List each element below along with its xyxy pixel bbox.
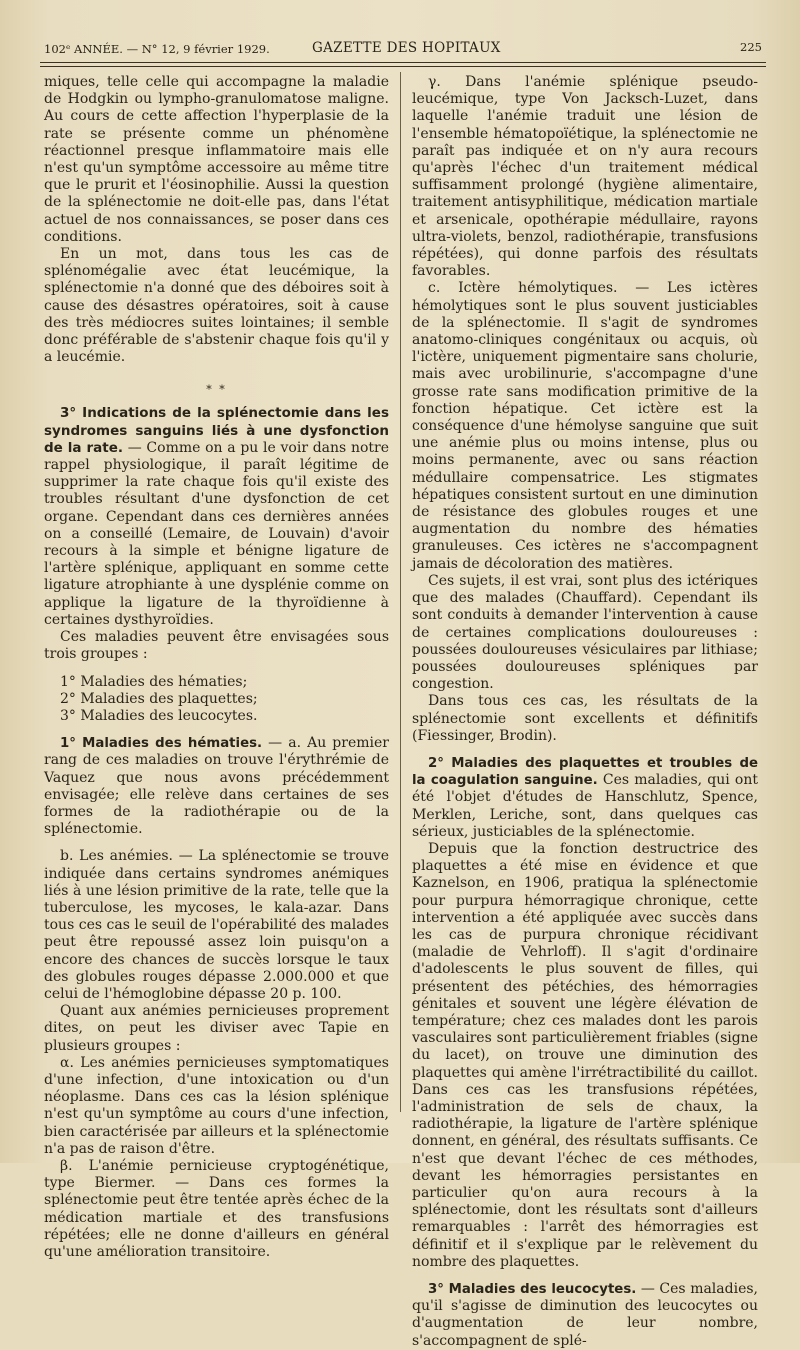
paragraph-groups: Ces maladies peuvent être envisagées sous trois groupes : bbox=[44, 629, 389, 663]
left-column bbox=[44, 74, 389, 1261]
paragraph-sujets: Ces sujets, il est vrai, sont plus des ictériques que des malades (Chauffard). Cependant ils sont conduits à demander l'intervention à cause de certaines complications douloureuses : poussées douloureuses vésiculaires par lithiase; poussées douloureuses spléniques par congestion. bbox=[412, 572, 758, 693]
hematies-paragraph bbox=[44, 735, 389, 838]
paragraph-anemies: b. Les anémies. — La splénectomie se trouve indiquée dans certains syndromes anémiques liés à une lésion primitive de la rate, telle que la tuberculose, les mycoses, le kala-azar. Dans tous ces cas le seuil de l'opérabilité des malades peut être repoussé assez loin puisqu'on a encore des chances de succès lorsque le taux des globules rouges dépasse 2.000.000 et que celui de l'hémoglobine dépasse 20 p. 100. bbox=[44, 848, 389, 1002]
plaquettes-paragraph bbox=[412, 755, 758, 841]
leucocytes-heading: 3° Maladies des leucocytes. bbox=[428, 1282, 637, 1298]
group-list bbox=[44, 674, 389, 726]
list-item: 2° Maladies des plaquettes; bbox=[60, 690, 258, 707]
column-divider bbox=[400, 72, 401, 1112]
header-rule bbox=[40, 62, 766, 63]
paragraph-leucemie: En un mot, dans tous les cas de splénomégalie avec état leucémique, la splénectomie n'a donné que des déboires soit à cause des désastres opératoires, soit à cause des très médiocres suites lointaines; il semble donc préférable de s'abstenir chaque fois qu'il y a leucémie. bbox=[44, 246, 389, 366]
list-item: 3° Maladies des leucocytes. bbox=[60, 707, 258, 724]
right-column bbox=[412, 74, 758, 1350]
leucocytes-body: — Ces maladies, qu'il s'agisse de diminution des leucocytes ou d'augmentation de leur nombre, s'accompagnent de splé- bbox=[412, 1281, 758, 1349]
page-number: 225 bbox=[740, 40, 762, 54]
section3-body: — Comme on a pu le voir dans notre rappel physiologique, il paraît légitime de supprimer la rate chaque fois qu'il existe des troubles résultant d'une dysfonction de cet organe. Cependant dans ces dernières années on a conseillé (Lemaire, de Louvain) d'avoir recours à la simple et bénigne ligature de l'artère splénique, appliquant en somme cette ligature atrophiante à une dysplénie comme on applique la ligature de la thyroïdienne à certaines dysthyroïdies. bbox=[44, 439, 389, 628]
plaquettes-body: Ces maladies, qui ont été l'objet d'études de Hanschlutz, Spence, Merklen, Leriche, sont, dans quelques cas sérieux, justiciables de la splénectomie. bbox=[412, 772, 758, 840]
paragraph-tous-cas: Dans tous ces cas, les résultats de la splénectomie sont excellents et définitifs (Fiessinger, Brodin). bbox=[412, 693, 758, 744]
page-header bbox=[44, 38, 762, 60]
paragraph-ictere: c. Ictère hémolytiques. — Les ictères hémolytiques sont le plus souvent justiciables de la splénectomie. Il s'agit de syndromes anatomo-cliniques congénitaux ou acquis, où l'ictère, uniquement pigmentaire sans cholurie, mais avec urobilinurie, s'accompagne d'une grosse rate sans modification primitive de la fonction hépatique. Cet ictère est la conséquence d'une hémolyse sanguine que suit une anémie plus ou moins intense, plus ou moins permanente, avec ou sans réaction médullaire compensatrice. Les stigmates hépatiques consistent surtout en une diminution de résistance des globules rouges et une augmentation du nombre des hématies granuleuses. Ces ictères ne s'accompagnent jamais de décoloration des matières. bbox=[412, 280, 758, 572]
leucocytes-paragraph bbox=[412, 1281, 758, 1350]
section-separator: * * bbox=[206, 383, 227, 397]
paragraph-hodgkin: miques, telle celle qui accompagne la maladie de Hodgkin ou lympho-granulomatose maligne. Au cours de cette affection l'hyperplasie de la rate se présente comme un phénomène réactionnel presque inflammatoire mais elle n'est qu'un symptôme accessoire au même titre que le prurit et l'éosinophilie. Aussi la question de la splénectomie ne doit-elle pas, dans l'état actuel de nos connaissances, se poser dans ces conditions. bbox=[44, 74, 389, 245]
header-rule-thin bbox=[40, 66, 766, 67]
paragraph-gamma: γ. Dans l'anémie splénique pseudo-leucémique, type Von Jacksch-Luzet, dans laquelle l'anémie traduit une lésion de l'ensemble hématopoïétique, la splénectomie ne paraît pas indiquée et on n'y aura recours qu'après l'échec d'un traitement médical suffisamment prolongé (hygiène alimentaire, traitement antisyphilitique, médication martiale et arsenicale, opothérapie médullaire, rayons ultra-violets, benzol, radiothérapie, transfusions répétées), qui donne parfois des résultats favorables. bbox=[412, 74, 758, 280]
journal-title: GAZETTE DES HOPITAUX bbox=[312, 40, 501, 56]
hematies-heading: 1° Maladies des hématies. bbox=[60, 736, 263, 752]
hematies-body: — a. Au premier rang de ces maladies on trouve l'érythrémie de Vaquez que nous avons précédemment envisagée; elle relève dans certaines de ses formes de la radiothérapie ou de la splénectomie. bbox=[44, 735, 389, 838]
list-item: 1° Maladies des hématies; bbox=[60, 673, 248, 690]
paragraph-pernicieuses: Quant aux anémies pernicieuses proprement dites, on peut les diviser avec Tapie en plusieurs groupes : bbox=[44, 1003, 389, 1054]
issue-info: 102ᵉ ANNÉE. — N° 12, 9 février 1929. bbox=[44, 42, 270, 56]
section3-heading: 3° Indications de la splénectomie dans les syndromes sanguins liés à une dysfonction de la rate. bbox=[44, 405, 389, 456]
paragraph-beta: β. L'anémie pernicieuse cryptogénétique, type Biermer. — Dans ces formes la splénectomie peut être tentée après échec de la médication martiale et des transfusions répétées; elle ne donne d'ailleurs en général qu'une amélioration transitoire. bbox=[44, 1157, 389, 1260]
section3-paragraph bbox=[44, 405, 389, 629]
paragraph-depuis: Depuis que la fonction destructrice des plaquettes a été mise en évidence et que Kaznelson, en 1906, pratiqua la splénectomie pour purpura hémorragique chronique, cette intervention a été appliquée avec succès dans les cas de purpura chronique récidivant (maladie de Vehrloff). Il s'agit d'ordinaire d'adolescents le plus souvent de filles, qui présentent des pétéchies, des hémorragies génitales et souvent une légère élévation de température; chez ces malades dont les parois vasculaires sont particulièrement friables (signe du lacet), on trouve une diminution des plaquettes qui amène l'irrétractibilité du caillot. Dans ces cas les transfusions répétées, l'administration de sels de chaux, la radiothérapie, la ligature de l'artère splénique donnent, en général, des résultats suffisants. Ce n'est que devant l'échec de ces méthodes, devant les hémorragies persistantes en particulier qu'on aura recours à la splénectomie, dont les résultats sont d'ailleurs remarquables : l'arrêt des hémorragies est définitif et il s'explique par le relèvement du nombre des plaquettes. bbox=[412, 840, 758, 1270]
paragraph-alpha: α. Les anémies pernicieuses symptomatiques d'une infection, d'une intoxication ou d'un néoplasme. Dans ces cas la lésion splénique n'est qu'un symptôme au cours d'une infection, bien caractérisée par ailleurs et la splénectomie n'a pas de raison d'être. bbox=[44, 1054, 389, 1157]
plaquettes-heading: 2° Maladies des plaquettes et troubles de la coagulation sanguine. bbox=[412, 755, 758, 789]
